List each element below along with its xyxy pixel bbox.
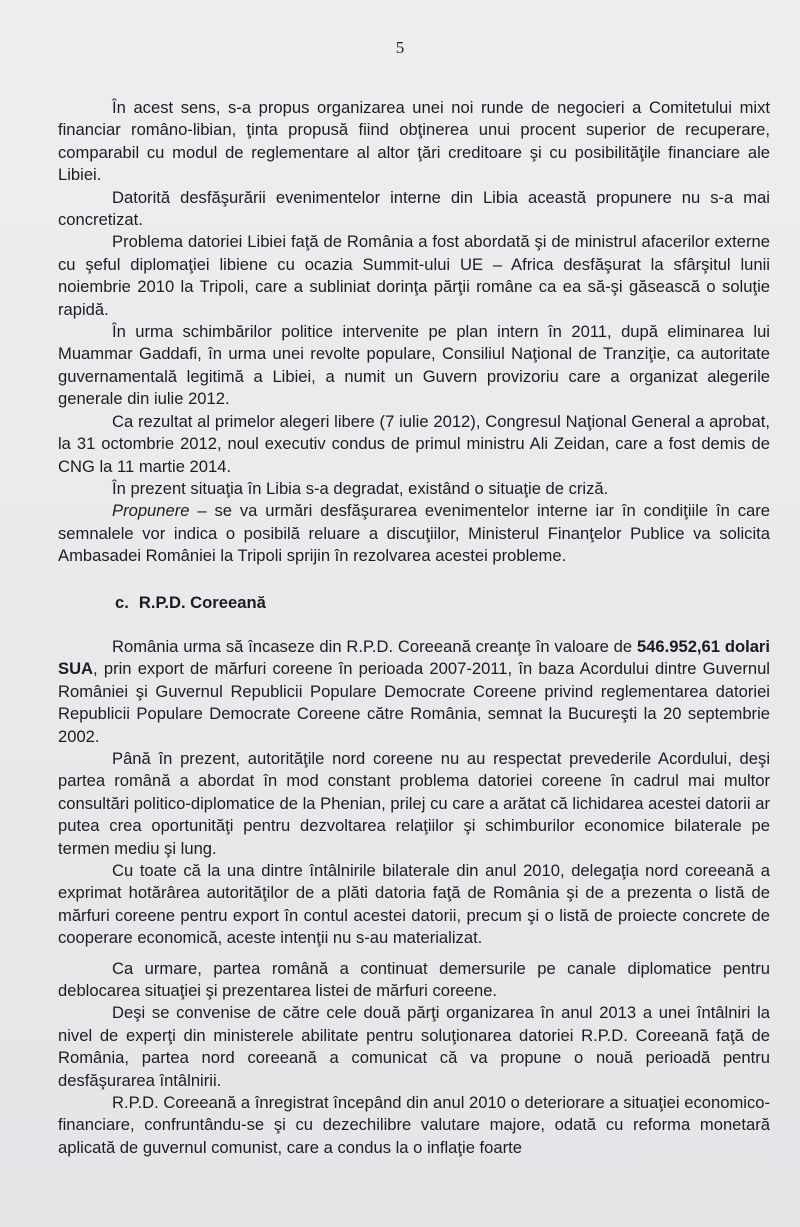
paragraph-text: România urma să încaseze din R.P.D. Coreeană creanţe în valoare de	[112, 636, 637, 656]
paragraph-text: , prin export de mărfuri coreene în perioada 2007-2011, în baza Acordului dintre Guvernul României şi Guvernul Republicii Populare Democrate Coreene privind reglementarea datoriei Republicii Populare Democrate Coreene către România, semnat la Bucureşti la 20 septembrie 2002.	[58, 659, 770, 746]
paragraph: Deşi se convenise de către cele două părţi organizarea în anul 2013 a unei întâlniri la nivel de experţi din ministerele abilitate pentru soluţionarea datoriei R.P.D. Coreeană faţă de România, partea nord coreeană a comunicat că va propune o nouă perioadă pentru desfăşurarea întâlnirii.	[58, 1003, 770, 1090]
document-body	[58, 97, 770, 1159]
page-number: 5	[395, 38, 405, 57]
paragraph: Problema datoriei Libiei faţă de România a fost abordată şi de ministrul afacerilor externe cu şeful diplomaţiei libiene cu ocazia Summit-ului UE – Africa desfăşurat la sfârşitul lunii noiembrie 2010 la Tripoli, care a subliniat dorinţa părţii române ca ea să-şi găsească o soluţie rapidă.	[58, 232, 770, 319]
paragraph: Până în prezent, autorităţile nord coreene nu au respectat prevederile Acordului, deşi partea română a abordat în mod constant problema datoriei coreene în cadrul mai multor consultări politico-diplomatice de la Phenian, prilej cu care a arătat că lichidarea acestei datorii ar putea crea oportunităţi pentru dezvoltarea relaţiilor şi schimburilor economice bilaterale pe termen mediu şi lung.	[58, 748, 770, 858]
paragraph: În prezent situaţia în Libia s-a degradat, existând o situaţie de criză.	[112, 478, 609, 498]
proposal-paragraph	[58, 500, 770, 567]
paragraph: Cu toate că la una dintre întâlnirile bilaterale din anul 2010, delegaţia nord coreeană a exprimat hotărârea autorităţilor de a plăti datoria faţă de România şi de a prezenta o listă de mărfuri coreene pentru export în contul acestei datorii, precum şi o listă de proiecte concrete de cooperare economică, aceste intenţii nu s-au materializat.	[58, 861, 770, 948]
paragraph: În urma schimbărilor politice intervenite pe plan intern în 2011, după eliminarea lui Muammar Gaddafi, în urma unei revolte populare, Consiliul Naţional de Tranziţie, ca autoritate guvernamentală legitimă a Libiei, a numit un Guvern provizoriu care a organizat alegerile generale din iulie 2012.	[58, 322, 770, 409]
paragraph: Datorită desfăşurării evenimentelor interne din Libia această propunere nu s-a mai concretizat.	[58, 187, 770, 230]
proposal-text: – se va urmări desfăşurarea evenimentelor interne iar în condiţiile în care semnalele vor indica o posibilă reluare a discuţiilor, Ministerul Finanţelor Publice va solicita Ambasadei României la Tripoli sprijin în rezolvarea acestei probleme.	[58, 501, 770, 566]
debt-amount: 546.952,61 dolari SUA	[58, 636, 770, 679]
paragraph: Ca urmare, partea română a continuat demersurile pe canale diplomatice pentru deblocarea situaţiei şi prezentarea listei de mărfuri coreene.	[58, 958, 770, 1001]
section-heading	[58, 592, 770, 614]
paragraph	[58, 636, 770, 748]
paragraph: Ca rezultat al primelor alegeri libere (7 iulie 2012), Congresul Naţional General a aprobat, la 31 octombrie 2012, noul executiv condus de primul ministru Ali Zeidan, care a fost demis de CNG la 11 martie 2014.	[58, 411, 770, 476]
section-letter: c.	[115, 592, 129, 612]
paragraph: R.P.D. Coreeană a înregistrat începând din anul 2010 o deteriorare a situaţiei economico-financiare, confruntându-se şi cu dezechilibre valutare majore, odată cu reforma monetară aplicată de guvernul comunist, care a condus la o inflaţie foarte	[58, 1093, 770, 1157]
section-title: R.P.D. Coreeană	[138, 592, 266, 612]
proposal-label: Propunere	[112, 501, 190, 521]
paragraph: În acest sens, s-a propus organizarea unei noi runde de negocieri a Comitetului mixt financiar româno-libian, ţinta propusă fiind obţinerea unui procent superior de recuperare, comparabil cu modul de reglementare al altor ţări creditoare şi cu posibilităţile financiare ale Libiei.	[58, 98, 770, 185]
